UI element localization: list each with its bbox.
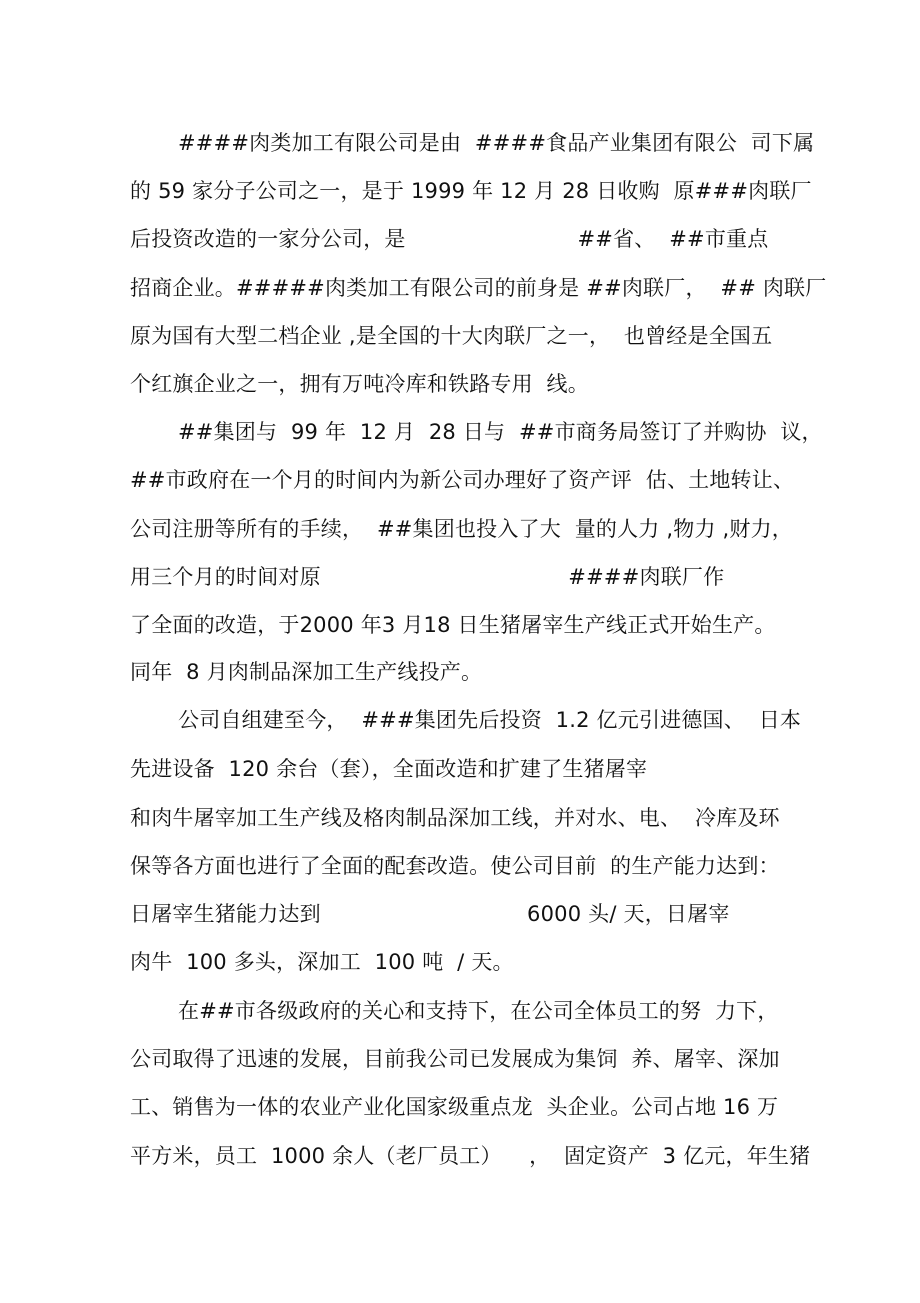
- text-line: 先进设备 120 余台（套），全面改造和扩建了生猪屠宰: [130, 757, 648, 781]
- text-line: 保等各方面也进行了全面的配套改造。使公司目前 的生产能力达到：: [130, 854, 780, 878]
- text-line: 同年 8 月肉制品深加工生产线投产。: [130, 660, 483, 684]
- text-line: 工、销售为一体的农业产业化国家级重点龙 头企业。公司占地 16 万: [130, 1095, 779, 1119]
- text-line: 了全面的改造，于2000 年3 月18 日生猪屠宰生产线正式开始生产。: [130, 613, 776, 637]
- text-line: 原为国有大型二档企业 ,是全国的十大肉联厂之一， 也曾经是全国五: [130, 324, 773, 348]
- text-line: 在##市各级政府的关心和支持下，在公司全体员工的努 力下，: [178, 999, 779, 1023]
- text-line: 肉牛 100 多头，深加工 100 吨 / 天。: [130, 950, 514, 974]
- text-line: 和肉牛屠宰加工生产线及格肉制品深加工线，并对水、电、 冷库及环: [130, 806, 780, 830]
- text-line: 公司注册等所有的手续， ##集团也投入了大 量的人力 ,物力 ,财力，: [130, 517, 793, 541]
- text-line: 的 59 家分子公司之一，是于 1999 年 12 月 28 日收购 原###肉联厂: [130, 179, 812, 203]
- text-line: 招商企业。#####肉类加工有限公司的前身是 ##肉联厂， ## 肉联厂: [130, 276, 827, 300]
- text-line: 用三个月的时间对原 ####肉联厂作: [130, 565, 725, 589]
- text-line: ##市政府在一个月的时间内为新公司办理好了资产评 估、土地转让、: [130, 468, 795, 492]
- text-line: 后投资改造的一家分公司，是 ##省、 ##市重点: [130, 227, 769, 251]
- text-line: 个红旗企业之一，拥有万吨冷库和铁路专用 线。: [130, 372, 589, 396]
- text-line: 日屠宰生猪能力达到 6000 头/ 天，日屠宰: [130, 902, 730, 926]
- text-line: 公司取得了迅速的发展，目前我公司已发展成为集饲 养、屠宰、深加: [130, 1047, 780, 1071]
- text-line: 平方米，员工 1000 余人（老厂员工） ， 固定资产 3 亿元，年生猪: [130, 1144, 811, 1168]
- text-line: ##集团与 99 年 12 月 28 日与 ##市商务局签订了并购协 议，: [178, 420, 823, 444]
- text-line: 公司自组建至今， ###集团先后投资 1.2 亿元引进德国、 日本: [178, 708, 802, 732]
- text-line: ####肉类加工有限公司是由 ####食品产业集团有限公 司下属: [178, 131, 815, 155]
